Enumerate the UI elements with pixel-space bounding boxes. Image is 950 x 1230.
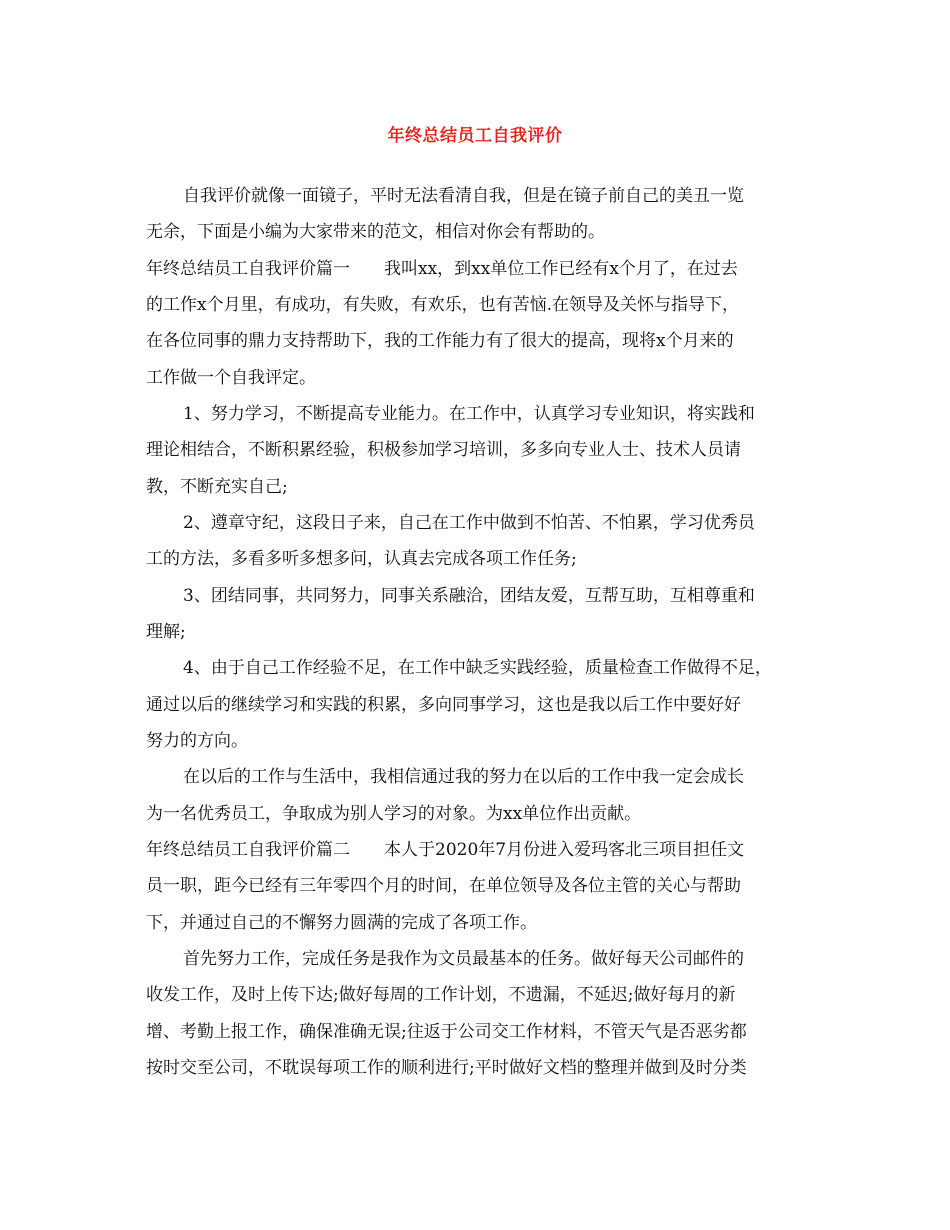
text-line: 按时交至公司，不耽误每项工作的顺利进行;平时做好文档的整理并做到及时分类 bbox=[146, 1058, 747, 1078]
text-line: 3、团结同事，共同努力，同事关系融洽，团结友爱，互帮互助，互相尊重和 bbox=[183, 586, 755, 606]
text-line: 无余，下面是小编为大家带来的范文，相信对你会有帮助的。 bbox=[146, 222, 605, 242]
text-line: 的工作x个月里，有成功，有失败，有欢乐，也有苦恼.在领导及关怀与指导下， bbox=[146, 295, 739, 315]
text-line: 通过以后的继续学习和实践的积累，多向同事学习，这也是我以后工作中要好好 bbox=[146, 695, 741, 715]
text-line: 增、考勤上报工作，确保准确无误;往返于公司交工作材料，不管天气是否恶劣都 bbox=[146, 1022, 747, 1042]
text-line: 自我评价就像一面镜子，平时无法看清自我，但是在镜子前自己的美丑一览 bbox=[183, 186, 744, 206]
text-line: 在以后的工作与生活中，我相信通过我的努力在以后的工作中我一定会成长 bbox=[183, 767, 744, 787]
text-line: 工的方法，多看多听多想多问，认真去完成各项工作任务; bbox=[146, 549, 577, 569]
text-line: 为一名优秀员工，争取成为别人学习的对象。为xx单位作出贡献。 bbox=[146, 804, 642, 824]
text-line: 在各位同事的鼎力支持帮助下，我的工作能力有了很大的提高，现将x个月来的 bbox=[146, 331, 734, 351]
text-line: 下，并通过自己的不懈努力圆满的完成了各项工作。 bbox=[146, 913, 537, 933]
text-line: 工作做一个自我评定。 bbox=[146, 368, 316, 388]
text-line: 理论相结合，不断积累经验，积极参加学习培训，多多向专业人士、技术人员请 bbox=[146, 440, 741, 460]
text-line: 收发工作，及时上传下达;做好每周的工作计划，不遗漏，不延迟;做好每月的新 bbox=[146, 985, 736, 1005]
text-line: 1、努力学习，不断提高专业能力。在工作中，认真学习专业知识，将实践和 bbox=[183, 404, 755, 424]
text-line: 2、遵章守纪，这段日子来，自己在工作中做到不怕苦、不怕累，学习优秀员 bbox=[183, 513, 755, 533]
text-line: 首先努力工作，完成任务是我作为文员最基本的任务。做好每天公司邮件的 bbox=[183, 949, 744, 969]
text-line: 年终总结员工自我评价篇二 本人于2020年7月份进入爱玛客北三项目担任文 bbox=[146, 840, 745, 860]
text-line: 员一职，距今已经有三年零四个月的时间，在单位领导及各位主管的关心与帮助 bbox=[146, 876, 741, 896]
text-line: 理解; bbox=[146, 622, 186, 642]
text-line: 年终总结员工自我评价篇一 我叫xx，到xx单位工作已经有x个月了，在过去 bbox=[146, 259, 738, 279]
text-line: 努力的方向。 bbox=[146, 731, 248, 751]
text-line: 4、由于自己工作经验不足，在工作中缺乏实践经验，质量检查工作做得不足， bbox=[183, 658, 772, 678]
text-line: 教，不断充实自己; bbox=[146, 477, 288, 497]
document-title: 年终总结员工自我评价 bbox=[387, 126, 563, 146]
